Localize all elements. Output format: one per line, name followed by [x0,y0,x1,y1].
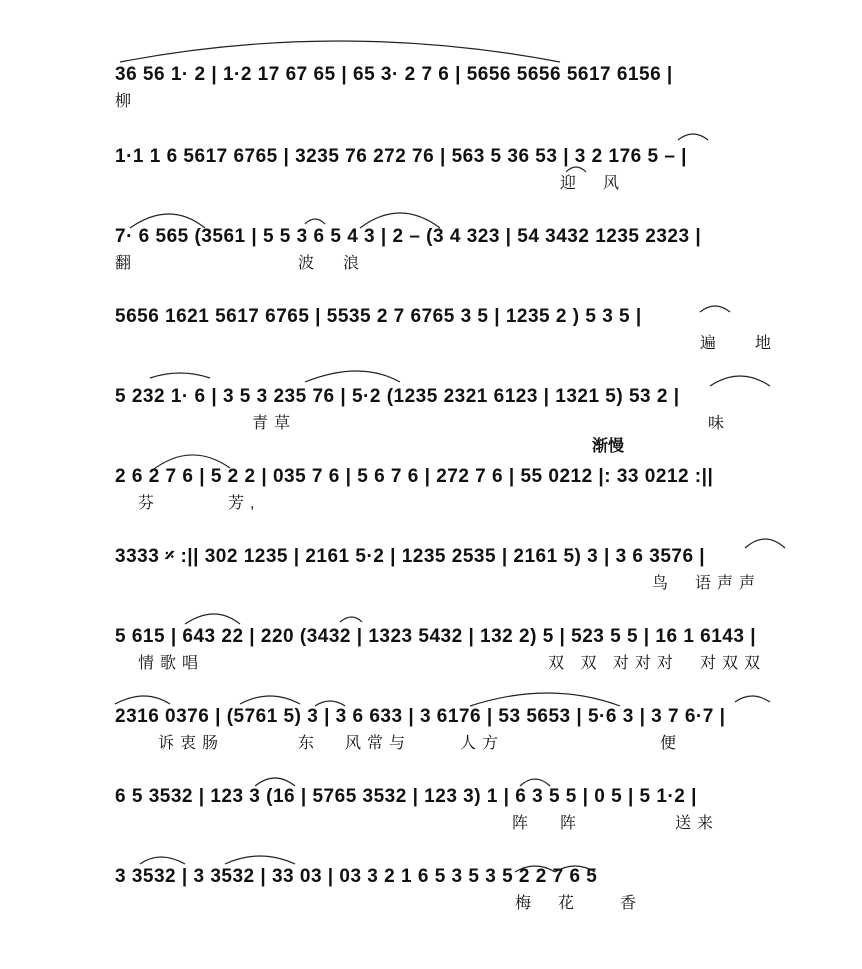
lyric-line [115,88,785,112]
lyric-text: 人方 [460,735,505,752]
lyric-text: 遍 [700,335,723,352]
music-system-9 [115,702,785,766]
notation-line: 36 56 1· 2 | 1·2 17 67 65 | 65 3· 2 7 6 | 5656 5656 5617 6156 | [115,64,673,85]
music-system-4 [115,302,785,366]
lyric-text: 青草 [252,415,297,432]
notation-line: 3 3532 | 3 3532 | 33 03 | 03 3 2 1 6 5 3 5 3 5 2 2 7 6 5 [115,866,598,887]
lyric-text: 地 [755,335,778,352]
lyric-text: 双 双 对对对 [548,655,679,672]
lyric-text: 柳 [115,93,138,110]
music-system-8 [115,622,785,686]
notation-line: 5 615 | 643 22 | 220 (3432 | 1323 5432 | 132 2) 5 | 523 5 5 | 16 1 6143 | [115,626,757,647]
lyric-text: 味 [708,415,731,432]
notation-line: 6 5 3532 | 123 3 (16 | 5765 3532 | 123 3) 1 | 6 3 5 5 | 0 5 | 5 1·2 | [115,786,697,807]
notation-line: 2316 0376 | (5761 5) 3 | 3 6 633 | 3 6176 | 53 5653 | 5·6 3 | 3 7 6·7 | [115,706,726,727]
notation-line: 5 232 1· 6 | 3 5 3 235 76 | 5·2 (1235 2321 6123 | 1321 5) 53 2 | [115,386,680,407]
music-system-1 [115,60,785,124]
lyric-text: 诉衷肠 [158,735,225,752]
music-system-7 [115,542,785,606]
lyric-text: 风 [603,175,626,192]
lyric-text: 迎 [560,175,583,192]
music-system-2 [115,142,785,206]
lyric-line [115,410,785,434]
lyric-text: 送来 [675,815,720,832]
music-system-10 [115,782,785,846]
lyric-text: 鸟 [652,575,675,592]
music-system-5 [115,382,785,446]
lyric-line [115,570,785,594]
music-system-6 [115,462,785,526]
lyric-line [115,250,785,274]
lyric-text: 便 [660,735,683,752]
lyric-text: 浪 [343,255,366,272]
lyric-text: 风常与 [345,735,412,752]
notation-line: 7· 6 565 (3561 | 5 5 3 6 5 4 3 | 2 – (3 4 323 | 54 3432 1235 2323 | [115,226,702,247]
notation-line: 2 6 2 7 6 | 5 2 2 | 035 7 6 | 5 6 7 6 | 272 7 6 | 55 0212 |: 33 0212 :|| [115,466,714,487]
notation-line: 1·1 1 6 5617 6765 | 3235 76 272 76 | 563 5 36 53 | 3 2 176 5 – | [115,146,687,167]
lyric-line [115,170,785,194]
lyric-text: 对双双 [700,655,767,672]
lyric-text: 阵 [560,815,583,832]
lyric-text: 阵 [512,815,535,832]
lyric-line [115,730,785,754]
lyric-line [115,810,785,834]
lyric-text: 翻 [115,255,138,272]
lyric-line [115,650,785,674]
music-system-11 [115,862,785,926]
lyric-text: 情歌唱 [138,655,205,672]
notation-line: 5656 1621 5617 6765 | 5535 2 7 6765 3 5 | 1235 2 ) 5 3 5 | [115,306,642,327]
lyric-line [115,890,785,914]
lyric-text: 梅 [515,895,538,912]
lyric-text: 东 [298,735,321,752]
lyric-line [115,490,785,514]
lyric-text: 香 [620,895,643,912]
lyric-text: 语声声 [695,575,762,592]
lyric-text: 波 [298,255,321,272]
lyric-text: 芳, [228,495,261,512]
notation-line: 3333 𝄎 :|| 302 1235 | 2161 5·2 | 1235 2535 | 2161 5) 3 | 3 6 3576 | [115,546,706,567]
lyric-text: 芬 [138,495,161,512]
tempo-marking: 渐慢 [592,438,625,455]
lyric-line [115,330,785,354]
music-system-3 [115,222,785,286]
lyric-text: 花 [558,895,581,912]
